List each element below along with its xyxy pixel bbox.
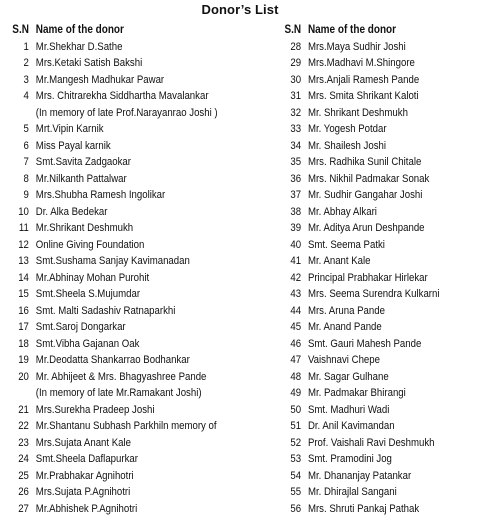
donor-sn: 17	[10, 319, 36, 336]
donor-sn: 10	[10, 204, 36, 221]
donor-sn: 45	[283, 319, 308, 336]
donor-sn: 26	[10, 484, 36, 501]
donor-sn: 41	[283, 253, 308, 270]
donor-sn: 1	[10, 39, 36, 56]
donor-name: Mr.Mangesh Madhukar Pawar	[36, 72, 164, 89]
donor-sn: 39	[283, 220, 308, 237]
donor-name: Mr. Shailesh Joshi	[308, 138, 386, 155]
donor-list-right-column	[283, 22, 480, 517]
donor-name: Mr. Anant Kale	[308, 253, 371, 270]
donor-name: Mrs.Sujata Anant Kale	[36, 435, 131, 452]
donor-row	[10, 72, 242, 89]
donor-list-left-column	[10, 22, 280, 517]
donor-name: Miss Payal karnik	[36, 138, 111, 155]
donor-name: Mrs. Chitrarekha Siddhartha Mavalankar	[36, 88, 209, 105]
donor-sn: 51	[283, 418, 308, 435]
donor-row	[283, 468, 452, 485]
donor-sn: 30	[283, 72, 308, 89]
donor-row	[10, 468, 242, 485]
donor-sn: 43	[283, 286, 308, 303]
column-header	[283, 22, 452, 39]
donor-sn: 48	[283, 369, 308, 386]
donor-name: Smt.Sushama Sanjay Kavimanadan	[36, 253, 190, 270]
donor-name: Smt. Madhuri Wadi	[308, 402, 389, 419]
donor-row	[10, 55, 242, 72]
donor-sn: 21	[10, 402, 36, 419]
donor-name: Smt. Malti Sadashiv Ratnaparkhi	[36, 303, 176, 320]
donor-row	[10, 435, 242, 452]
donor-name: Mrs. Shruti Pankaj Pathak	[308, 501, 419, 517]
donor-name: Mr.Deodatta Shankarrao Bodhankar	[36, 352, 190, 369]
donor-row	[283, 352, 452, 369]
donor-sn: 6	[10, 138, 36, 155]
donor-name: Mr. Anand Pande	[308, 319, 382, 336]
sn-header: S.N	[10, 22, 36, 39]
donor-name: Mrs.Maya Sudhir Joshi	[308, 39, 406, 56]
donor-sn: 12	[10, 237, 36, 254]
donor-sn: 2	[10, 55, 36, 72]
donor-row	[10, 138, 242, 155]
donor-name: Mr. Dhananjay Patankar	[308, 468, 411, 485]
donor-sn: 37	[283, 187, 308, 204]
donor-sn: 47	[283, 352, 308, 369]
donor-row	[283, 435, 452, 452]
donor-row	[10, 105, 242, 122]
donor-row	[10, 451, 242, 468]
donor-row	[283, 121, 452, 138]
donor-sn: 40	[283, 237, 308, 254]
donor-row	[283, 319, 452, 336]
donor-sn: 56	[283, 501, 308, 517]
donor-row	[283, 105, 452, 122]
donor-sn: 35	[283, 154, 308, 171]
donor-row	[283, 369, 452, 386]
donor-sn: 38	[283, 204, 308, 221]
donor-sn: 8	[10, 171, 36, 188]
donor-row	[283, 286, 452, 303]
donor-row	[10, 352, 242, 369]
donor-name: Dr. Alka Bedekar	[36, 204, 108, 221]
donor-name: Mrs.Surekha Pradeep Joshi	[36, 402, 155, 419]
donor-row	[283, 402, 452, 419]
donor-row	[283, 154, 452, 171]
donor-row	[283, 451, 452, 468]
donor-name: Smt.Saroj Dongarkar	[36, 319, 126, 336]
name-header: Name of the donor	[308, 22, 396, 39]
donor-name: Mrs.Madhavi M.Shingore	[308, 55, 415, 72]
donor-row	[10, 204, 242, 221]
donor-sn: 25	[10, 468, 36, 485]
donor-sn: 44	[283, 303, 308, 320]
donor-name: Mr. Yogesh Potdar	[308, 121, 387, 138]
donor-name: Mr. Abhay Alkari	[308, 204, 377, 221]
donor-name: Mr. Sudhir Gangahar Joshi	[308, 187, 422, 204]
donor-sn: 49	[283, 385, 308, 402]
donor-sn: 22	[10, 418, 36, 435]
donor-name: Mrs. Smita Shrikant Kaloti	[308, 88, 419, 105]
donor-sn: 46	[283, 336, 308, 353]
donor-sn	[10, 105, 36, 122]
donor-sn: 34	[283, 138, 308, 155]
donor-row	[283, 138, 452, 155]
donor-sn: 7	[10, 154, 36, 171]
donor-row	[10, 237, 242, 254]
donor-sn: 23	[10, 435, 36, 452]
donor-row	[10, 39, 242, 56]
donor-name: Mr. Abhijeet & Mrs. Bhagyashree Pande	[36, 369, 207, 386]
donor-row	[10, 286, 242, 303]
donor-row	[10, 319, 242, 336]
donor-sn: 9	[10, 187, 36, 204]
donor-row	[10, 484, 242, 501]
donor-sn: 5	[10, 121, 36, 138]
donor-name: Vaishnavi Chepe	[308, 352, 380, 369]
donor-sn: 4	[10, 88, 36, 105]
donor-name: Principal Prabhakar Hirlekar	[308, 270, 428, 287]
donor-name: Mrs. Radhika Sunil Chitale	[308, 154, 421, 171]
donor-row	[283, 55, 452, 72]
donor-name: Smt. Seema Patki	[308, 237, 385, 254]
donor-sn: 53	[283, 451, 308, 468]
donor-sn: 32	[283, 105, 308, 122]
donor-name: (In memory of late Prof.Narayanrao Joshi )	[36, 105, 218, 122]
donor-name: Mrs.Anjali Ramesh Pande	[308, 72, 419, 89]
name-header: Name of the donor	[36, 22, 124, 39]
donor-sn: 18	[10, 336, 36, 353]
donor-row	[283, 204, 452, 221]
donor-row	[283, 39, 452, 56]
donor-name: Smt.Sheela S.Mujumdar	[36, 286, 140, 303]
donor-name: Smt.Sheela Daflapurkar	[36, 451, 138, 468]
donor-row	[283, 88, 452, 105]
donor-name: Mr. Dhirajlal Sangani	[308, 484, 397, 501]
donor-row	[283, 220, 452, 237]
donor-sn: 11	[10, 220, 36, 237]
donor-name: Prof. Vaishali Ravi Deshmukh	[308, 435, 435, 452]
donor-name: Mr. Aditya Arun Deshpande	[308, 220, 425, 237]
donor-sn: 42	[283, 270, 308, 287]
donor-row	[283, 270, 452, 287]
donor-name: Mr.Shekhar D.Sathe	[36, 39, 123, 56]
donor-sn: 29	[283, 55, 308, 72]
column-header	[10, 22, 242, 39]
donor-sn: 52	[283, 435, 308, 452]
donor-row	[10, 187, 242, 204]
donor-row	[10, 369, 242, 386]
donor-name: Mrs.Sujata P.Agnihotri	[36, 484, 130, 501]
donor-row	[283, 253, 452, 270]
donor-row	[10, 303, 242, 320]
donor-sn: 36	[283, 171, 308, 188]
donor-name: Smt.Vibha Gajanan Oak	[36, 336, 140, 353]
donor-sn: 13	[10, 253, 36, 270]
donor-row	[283, 484, 452, 501]
donor-row	[283, 385, 452, 402]
donor-row	[10, 418, 242, 435]
donor-sn: 31	[283, 88, 308, 105]
donor-name: Smt. Gauri Mahesh Pande	[308, 336, 421, 353]
donor-row	[283, 237, 452, 254]
donor-row	[10, 336, 242, 353]
donor-sn: 33	[283, 121, 308, 138]
donor-name: Mr.Prabhakar Agnihotri	[36, 468, 134, 485]
donor-row	[10, 220, 242, 237]
donor-row	[283, 336, 452, 353]
donor-name: Mrt.Vipin Karnik	[36, 121, 104, 138]
donor-row	[10, 88, 242, 105]
donor-name: Smt. Pramodini Jog	[308, 451, 392, 468]
donor-sn: 55	[283, 484, 308, 501]
donor-name: Mr.Abhinay Mohan Purohit	[36, 270, 149, 287]
donor-name: Mr.Shrikant Deshmukh	[36, 220, 133, 237]
donor-name: Mrs. Nikhil Padmakar Sonak	[308, 171, 429, 188]
donor-row	[283, 171, 452, 188]
donor-sn: 54	[283, 468, 308, 485]
donor-sn: 28	[283, 39, 308, 56]
donor-name: Mrs.Shubha Ramesh Ingolikar	[36, 187, 165, 204]
donor-sn	[10, 385, 36, 402]
donor-row	[10, 270, 242, 287]
donor-row	[10, 402, 242, 419]
donor-row	[283, 187, 452, 204]
donor-name: Smt.Savita Zadgaokar	[36, 154, 131, 171]
donor-sn: 3	[10, 72, 36, 89]
donor-sn: 14	[10, 270, 36, 287]
donor-name: Dr. Anil Kavimandan	[308, 418, 395, 435]
donor-sn: 24	[10, 451, 36, 468]
donor-sn: 50	[283, 402, 308, 419]
page-title: Donor’s List	[0, 2, 480, 18]
donor-sn: 16	[10, 303, 36, 320]
donor-row	[283, 418, 452, 435]
donor-sn: 19	[10, 352, 36, 369]
donor-row	[283, 303, 452, 320]
donor-row	[10, 154, 242, 171]
donor-name: Mr. Sagar Gulhane	[308, 369, 389, 386]
donor-name: Mrs. Aruna Pande	[308, 303, 385, 320]
donor-name: Mr.Shantanu Subhash Parkhiln memory of	[36, 418, 217, 435]
donor-row	[10, 121, 242, 138]
donor-row	[283, 72, 452, 89]
donor-name: Mr.Nilkanth Pattalwar	[36, 171, 127, 188]
donor-sn: 27	[10, 501, 36, 517]
donor-sn: 20	[10, 369, 36, 386]
donor-name: Mr.Abhishek P.Agnihotri	[36, 501, 137, 517]
donor-name: Mr. Shrikant Deshmukh	[308, 105, 408, 122]
donor-name: Mrs.Ketaki Satish Bakshi	[36, 55, 142, 72]
donor-name: (In memory of late Mr.Ramakant Joshi)	[36, 385, 202, 402]
donor-sn: 15	[10, 286, 36, 303]
donor-row	[10, 385, 242, 402]
sn-header: S.N	[283, 22, 308, 39]
donor-name: Mr. Padmakar Bhirangi	[308, 385, 406, 402]
donor-row	[10, 253, 242, 270]
donor-row	[10, 171, 242, 188]
donor-name: Online Giving Foundation	[36, 237, 145, 254]
donor-name: Mrs. Seema Surendra Kulkarni	[308, 286, 440, 303]
